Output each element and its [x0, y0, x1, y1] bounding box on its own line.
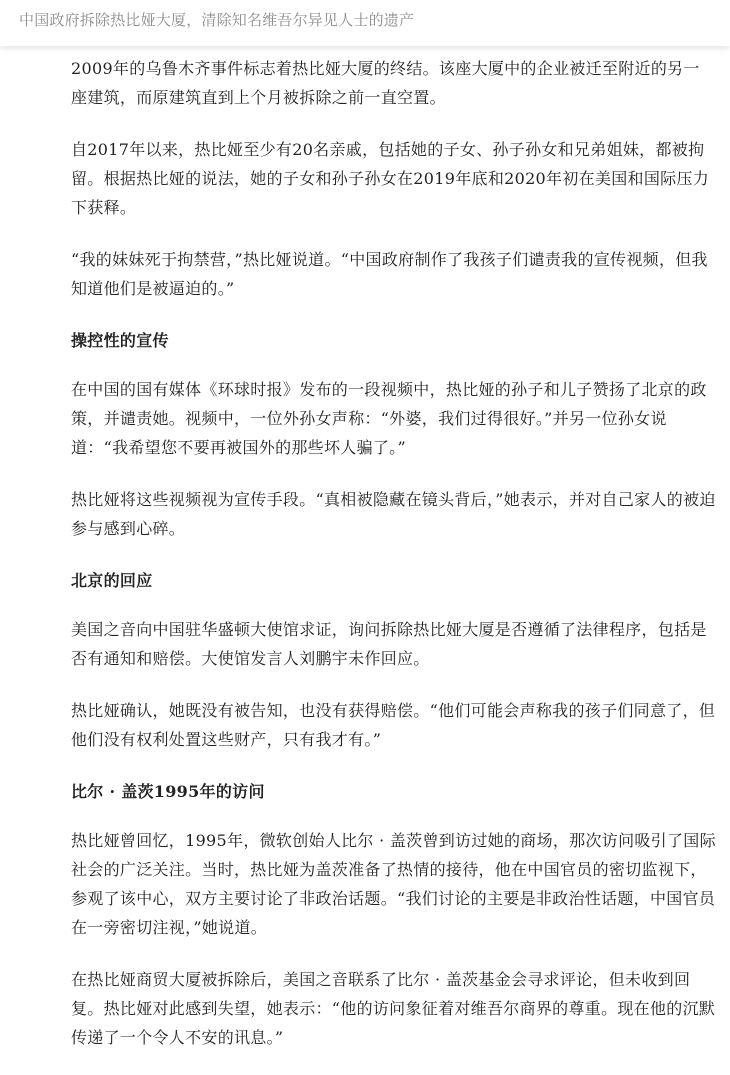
page-title: 中国政府拆除热比娅大厦，清除知名维吾尔异见人士的遗产 [19, 11, 415, 29]
paragraph: 在中国的国有媒体《环球时报》发布的一段视频中，热比娅的孙子和儿子赞扬了北京的政策，并谴责她。视频中，一位外孙女声称：“外婆，我们过得很好。”并另一位孙女说道：“我希望您不要再被国外的那些坏人骗了。” [71, 380, 707, 457]
paragraph: 美国之音向中国驻华盛顿大使馆求证，询问拆除热比娅大厦是否遵循了法律程序，包括是否有通知和赔偿。大使馆发言人刘鹏宇未作回应。 [71, 620, 707, 668]
paragraph: 热比娅曾回忆，1995年，微软创始人比尔 · 盖茨曾到访过她的商场，那次访问吸引了国际社会的广泛关注。当时，热比娅为盖茨准备了热情的接待，他在中国官员的密切监视下，参观了该中心，双方主要讨论了非政治话题。“我们讨论的主要是非政治性话题，中国官员在一旁密切注视，”她说道。 [71, 831, 716, 937]
top-bar [0, 0, 730, 46]
paragraph: 在热比娅商贸大厦被拆除后，美国之音联系了比尔 · 盖茨基金会寻求评论，但未收到回复。热比娅对此感到失望，她表示：“他的访问象征着对维吾尔商界的尊重。现在他的沉默传递了一个令人不安的讯息。” [71, 970, 716, 1047]
section-heading: 北京的回应 [71, 571, 153, 590]
article-body [71, 54, 716, 1075]
paragraph: 热比娅确认，她既没有被告知，也没有获得赔偿。“他们可能会声称我的孩子们同意了，但他们没有权利处置这些财产，只有我才有。” [71, 701, 716, 749]
paragraph: 2009年的乌鲁木齐事件标志着热比娅大厦的终结。该座大厦中的企业被迁至附近的另一座建筑，而原建筑直到上个月被拆除之前一直空置。 [71, 59, 700, 107]
section-heading: 比尔 · 盖茨1995年的访问 [71, 782, 265, 801]
section-heading: 操控性的宣传 [71, 331, 169, 350]
paragraph: 热比娅将这些视频视为宣传手段。“真相被隐藏在镜头背后，”她表示，并对自己家人的被迫参与感到心碎。 [71, 490, 716, 538]
paragraph: “我的妹妹死于拘禁营，”热比娅说道。“中国政府制作了我孩子们谴责我的宣传视频，但我知道他们是被逼迫的。” [71, 250, 708, 298]
paragraph: 自2017年以来，热比娅至少有20名亲戚，包括她的子女、孙子孙女和兄弟姐妹，都被拘留。根据热比娅的说法，她的子女和孙子孙女在2019年底和2020年初在美国和国际压力下获释。 [71, 140, 710, 217]
